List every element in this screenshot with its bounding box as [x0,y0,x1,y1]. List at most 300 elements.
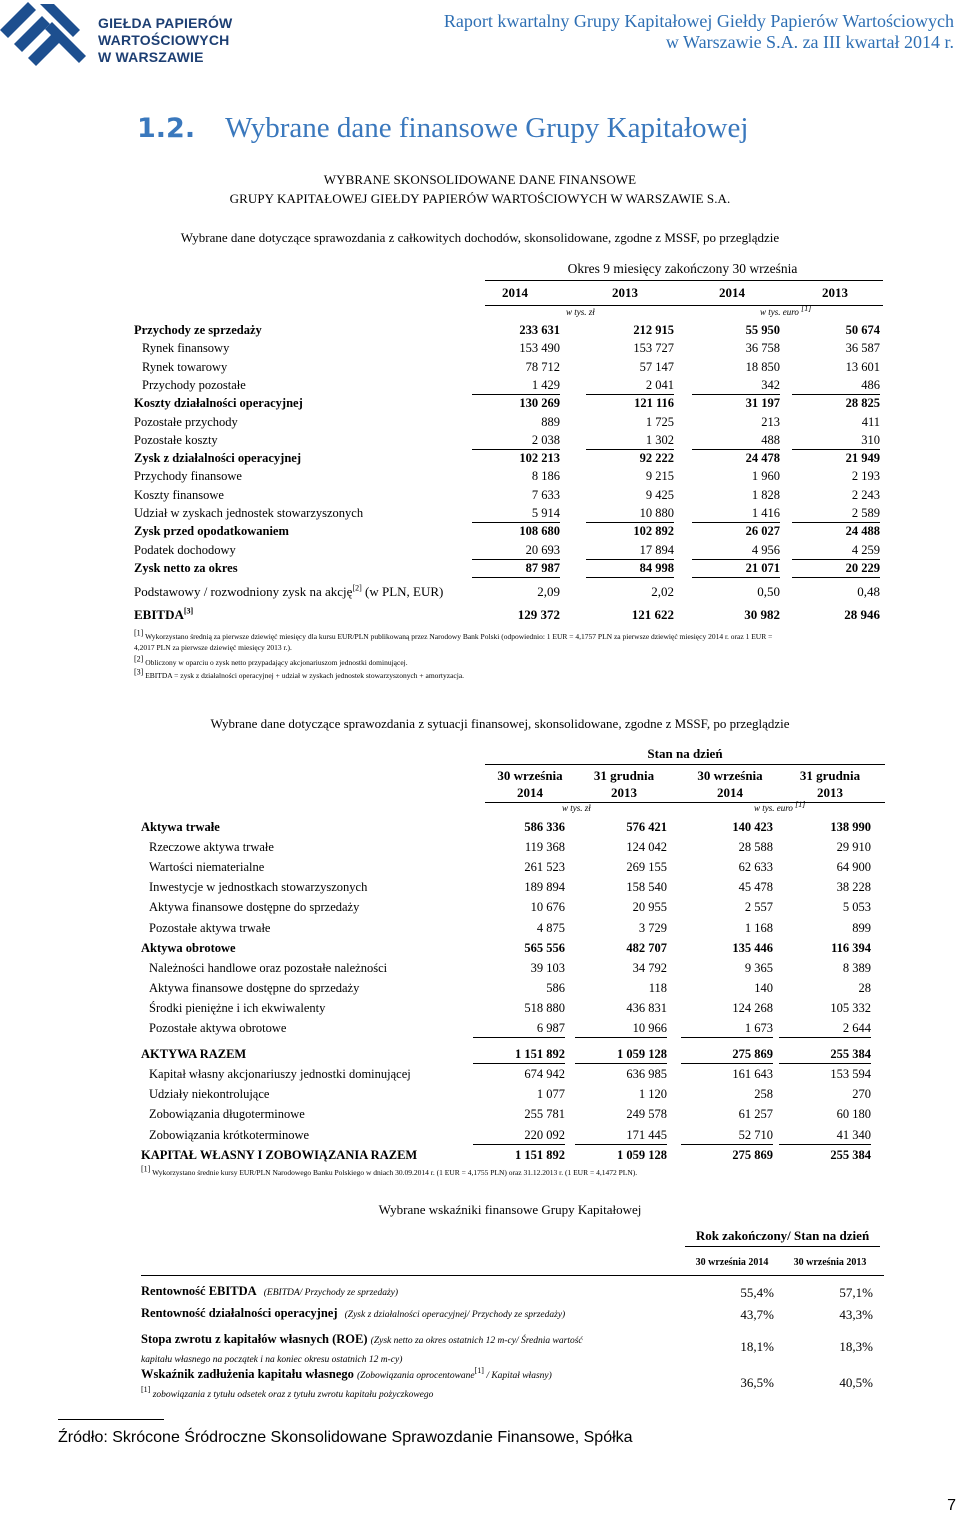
row-label: Udziały niekontrolujące [149,1087,270,1102]
row-label: Pozostałe przychody [134,414,238,429]
row-value: 124 042 [626,840,667,855]
row-value: 2 243 [851,487,880,502]
row-label: Środki pieniężne i ich ekwiwalenty [149,1000,326,1015]
row-value: 1 059 128 [617,1147,667,1162]
ratio-formula-cont: kapitału własnego na początek i na koniec okresu ostatnich 12 m-cy) [141,1355,403,1365]
ebitda-value: 121 622 [631,607,674,622]
row-value: 92 222 [639,451,674,466]
row-value: 135 446 [732,940,773,955]
col-header-line: 2013 [817,785,843,800]
row-value: 78 712 [525,359,560,374]
balance-row [141,898,871,916]
gpw-logo-icon [0,0,90,66]
report-title-line1: Raport kwartalny Grupy Kapitałowej Giełdy Papierów Wartościowych [443,11,954,31]
footnote-ref: [3] [134,667,144,677]
col-header [574,767,674,801]
ratio-name: Stopa zwrotu z kapitałów własnych (ROE) [141,1332,368,1346]
row-value: 50 674 [845,323,880,337]
row-value: 9 215 [645,469,674,484]
row-value: 1 828 [751,487,780,502]
income-row [134,413,880,431]
row-value: 24 488 [845,524,880,539]
row-value: 275 869 [681,1045,773,1064]
col-header-line: 30 września [497,768,563,783]
income-row [134,541,880,559]
unit-eur-text: w tys. euro [760,307,799,317]
row-label: Przychody finansowe [134,469,242,484]
row-value: 2 589 [792,504,880,523]
row-value: 140 423 [732,820,773,834]
row-value: 7 633 [531,487,560,502]
balance-stan-header: Stan na dzień [647,746,723,761]
ratio-value: 43,7% [740,1307,774,1322]
row-value: 3 729 [638,920,667,935]
row-value: 189 894 [524,880,565,895]
row-value: 153 594 [830,1067,871,1082]
row-value: 212 915 [633,323,674,337]
row-label: Aktywa trwałe [141,820,220,834]
row-value: 60 180 [836,1107,871,1122]
col-header-line: 2013 [611,785,637,800]
row-value: 140 [754,980,773,995]
row-value: 9 425 [645,487,674,502]
ratios-cols-rule [141,1275,884,1276]
row-value: 4 259 [792,541,880,560]
row-value: 20 229 [792,559,880,578]
ratio-formula: (Zobowiązania oprocentowane [357,1371,475,1381]
balance-row [141,939,871,957]
balance-row [141,959,871,977]
row-value: 24 478 [745,451,780,466]
page-number: 7 [947,1497,956,1514]
row-value: 116 394 [831,940,871,955]
footnote-ref: [1] [474,1365,484,1375]
col-header-line: 2014 [717,785,743,800]
row-value: 161 643 [732,1067,773,1082]
ratios-header: Rok zakończony/ Stan na dzień [695,1228,870,1243]
year-header: 2014 [719,285,745,300]
row-label: Przychody pozostałe [142,377,246,392]
section-number: 1.2. [137,113,196,144]
ratio-label-line [141,1366,552,1385]
income-table-title: Wybrane dane dotyczące sprawozdania z całkowitych dochodów, skonsolidowane, zgodne z MSSF, po przeglądzie [180,230,780,245]
row-value: 4 956 [692,541,780,560]
income-row [134,467,880,485]
row-value: 55 950 [745,323,780,337]
report-title [334,11,954,53]
row-value: 1 120 [638,1087,667,1102]
unit-pln: w tys. zł [566,307,595,317]
ebitda-value: 28 946 [844,607,880,622]
footnote [134,642,884,653]
row-label: Zysk z działalności operacyjnej [134,451,302,466]
row-value: 41 340 [779,1126,871,1145]
caps-title-line1: WYBRANE SKONSOLIDOWANE DANE FINANSOWE [323,172,637,187]
row-value: 10 676 [530,900,565,915]
row-value: 411 [861,414,880,429]
row-value: 310 [792,431,880,450]
row-value: 153 727 [633,341,674,356]
balance-row [141,818,871,836]
row-value: 62 633 [738,860,773,875]
row-value: 102 892 [633,524,674,539]
row-label: Aktywa finansowe dostępne do sprzedaży [149,900,360,915]
balance-row [141,1085,871,1103]
row-value: 102 213 [519,451,560,466]
income-row [134,394,880,412]
row-value: 2 557 [744,900,773,915]
row-label: Należności handlowe oraz pozostałe należności [149,960,388,975]
row-value: 889 [541,414,560,429]
row-label: Aktywa finansowe dostępne do sprzedaży [149,980,360,995]
year-header: 2013 [822,285,848,300]
ebitda-value: 30 982 [744,607,780,622]
row-value: 138 990 [830,820,871,834]
row-value: 576 421 [626,820,667,834]
row-value: 636 985 [626,1067,667,1082]
row-value: 1 151 892 [473,1045,565,1064]
row-label: Wartości niematerialne [149,860,265,875]
ratio-col-header: 30 września 2014 [695,1257,769,1268]
row-label: Pozostałe aktywa obrotowe [149,1021,287,1035]
row-value: 36 758 [745,341,780,356]
row-value: 488 [692,431,780,450]
income-row [134,522,880,540]
row-value: 258 [754,1087,773,1102]
balance-row [141,919,871,937]
ratios-header-rule [685,1246,880,1247]
row-label: Rynek finansowy [142,341,230,356]
row-value: 26 027 [745,524,780,539]
row-label: Pozostałe koszty [134,432,218,447]
row-value: 2 644 [779,1019,871,1038]
row-value: 261 523 [524,860,565,875]
ratios-title: Wybrane wskaźniki finansowe Grupy Kapitałowej [378,1202,642,1217]
footnote-ref: [1] [795,800,806,809]
footnote-text: Wykorzystano średnią za pierwsze dziewięć miesięcy dla kursu EUR/PLN publikowaną przez Narodowy Bank Polski (odpowiednio: 1 EUR = 4,1757 PLN za pierwsze dziewięć miesięcy 2014 r. oraz 1 EUR = [145,632,773,641]
footnote [134,628,884,642]
eps-value: 0,48 [857,584,880,599]
row-value: 1 960 [751,469,780,484]
row-value: 171 445 [575,1126,667,1145]
row-value: 121 116 [634,396,674,411]
row-value: 565 556 [524,940,565,955]
balance-row [141,858,871,876]
row-value: 118 [648,980,667,995]
row-value: 105 332 [830,1000,871,1015]
ratio-label-line [141,1385,552,1404]
balance-header-rule [485,764,885,765]
row-value: 4 875 [536,920,565,935]
balance-row [141,1146,871,1164]
row-value: 2 193 [851,469,880,484]
row-value: 31 197 [745,396,780,411]
source-note: Źródło: Skrócone Śródroczne Skonsolidowane Sprawozdanie Finansowe, Spółka [58,1429,633,1446]
balance-table-title: Wybrane dane dotyczące sprawozdania z sytuacji finansowej, skonsolidowane, zgodne z MSSF, po przeglądzie [210,716,790,731]
row-value: 220 092 [473,1126,565,1145]
row-label: Kapitał własny akcjonariuszy jednostki dominującej [149,1067,411,1082]
ratio-value: 43,3% [839,1307,873,1322]
col-header-line: 31 grudnia [799,768,861,783]
balance-row [141,838,871,856]
row-value: 64 900 [836,860,871,875]
ebitda-label [134,606,193,624]
income-row [134,321,880,339]
footnote-ref: [2] [134,654,144,664]
footnote [134,667,884,681]
col-header-line: 30 września [697,768,763,783]
row-label: Zysk netto za okres [134,560,238,575]
row-value: 1 416 [692,504,780,523]
row-value: 1 077 [536,1087,565,1102]
balance-row [141,979,871,997]
caps-title [80,170,880,208]
caps-title-line2: GRUPY KAPITAŁOWEJ GIEŁDY PAPIERÓW WARTOŚCIOWYCH W WARSZAWIE S.A. [229,191,731,206]
income-period-header: Okres 9 miesięcy zakończony 30 września [567,261,798,276]
ratio-formula: (EBITDA/ Przychody ze sprzedaży) [263,1288,399,1298]
row-value: 674 942 [524,1067,565,1082]
row-value: 1 168 [744,920,773,935]
income-row [134,504,880,522]
row-value: 57 147 [639,359,674,374]
balance-row [141,878,871,896]
gpw-logo [0,0,90,66]
ebitda-label-text: EBITDA [134,607,184,622]
footnote-ref: [1] [141,1384,151,1394]
row-value: 153 490 [519,341,560,356]
row-label: Rynek towarowy [142,359,228,374]
balance-col-headers [0,767,960,803]
row-label: Inwestycje w jednostkach stowarzyszonych [149,880,368,895]
balance-row [141,1105,871,1123]
row-value: 10 880 [586,504,674,523]
ratio-value: 40,5% [839,1375,873,1390]
row-value: 213 [761,414,780,429]
row-label: Udział w zyskach jednostek stowarzyszonych [134,506,364,520]
row-value: 2 041 [586,376,674,395]
row-value: 28 [858,980,871,995]
row-value: 20 693 [472,541,560,560]
row-value: 269 155 [626,860,667,875]
row-value: 249 578 [626,1107,667,1122]
row-value: 270 [852,1087,871,1102]
row-label: Zobowiązania długoterminowe [149,1107,305,1122]
ratio-label-line [141,1331,583,1350]
row-value: 436 831 [626,1000,667,1015]
footnote-text: EBITDA = zysk z działalności operacyjnej + udział w zyskach jednostek stowarzyszonych + amortyzacja. [145,671,465,680]
row-value: 1 059 128 [575,1045,667,1064]
unit-pln: w tys. zł [562,803,591,813]
row-value: 1 725 [645,414,674,429]
row-value: 13 601 [845,359,880,374]
income-row [134,486,880,504]
balance-row [141,1019,871,1037]
row-value: 108 680 [519,524,560,539]
unit-eur [754,800,806,813]
footnote-ref: [1] [801,304,812,313]
logo-line: W WARSZAWIE [98,49,204,65]
row-value: 1 429 [472,376,560,395]
footnote-ref: [1] [134,628,144,638]
row-value: 84 998 [586,559,674,578]
ebitda-row [134,606,880,624]
unit-eur-text: w tys. euro [754,803,793,813]
row-label: KAPITAŁ WŁASNY I ZOBOWIĄZANIA RAZEM [141,1147,418,1162]
income-year-headers [0,285,960,303]
row-value: 29 910 [836,840,871,855]
row-value: 342 [692,376,780,395]
income-row [134,559,880,577]
col-header-line: 31 grudnia [593,768,655,783]
unit-eur [760,304,812,317]
row-label: Aktywa obrotowe [141,940,236,955]
row-value: 8 389 [842,960,871,975]
row-value: 21 071 [692,559,780,578]
row-value: 255 384 [830,1147,871,1162]
row-value: 255 781 [524,1107,565,1122]
ebitda-value: 129 372 [517,607,560,622]
row-value: 6 987 [473,1019,565,1038]
row-value: 38 228 [836,880,871,895]
footnote-text: Wykorzystano średnie kursy EUR/PLN Narodowego Banku Polskiego w dniach 30.09.2014 r. (1 EUR = 4,1755 PLN) oraz 31.12.2013 r. (1 EUR = 4,1472 PLN). [152,1168,638,1177]
row-value: 45 478 [738,880,773,895]
row-value: 2 038 [472,431,560,450]
row-value: 518 880 [524,1000,565,1015]
row-label: AKTYWA RAZEM [141,1047,247,1062]
row-value: 20 955 [632,900,667,915]
row-value: 34 792 [632,960,667,975]
ratio-name: Rentowność EBITDA [141,1284,257,1298]
row-value: 899 [852,920,871,935]
eps-label-text: Podstawowy / rozwodniony zysk na akcję [134,584,353,599]
row-value: 61 257 [738,1107,773,1122]
ratio-label [141,1284,398,1299]
row-value: 36 587 [845,341,880,356]
footnote-ref: [2] [352,583,362,593]
row-value: 1 151 892 [515,1147,565,1162]
ratio-label [141,1331,583,1369]
ratio-formula: (Zysk netto za okres ostatnich 12 m-cy/ Średnia wartość [370,1336,583,1346]
ratio-value: 18,1% [740,1339,774,1354]
year-header: 2014 [502,285,528,300]
ratio-formula-end: / Kapitał własny) [483,1371,552,1381]
row-value: 119 368 [524,840,565,855]
row-value: 17 894 [586,541,674,560]
row-value: 275 869 [732,1147,773,1162]
logo-line: WARTOŚCIOWYCH [98,32,230,48]
row-value: 9 365 [744,960,773,975]
eps-value: 0,50 [757,584,780,599]
row-value: 482 707 [626,940,667,955]
footnote [134,654,884,668]
row-value: 8 186 [531,469,560,484]
footnote-text: 4,2017 PLN za pierwsze dziewięć miesięcy 2013 r.). [134,643,292,652]
eps-value: 2,09 [537,584,560,599]
col-header-line: 2014 [517,785,543,800]
income-row [134,358,880,376]
row-label: Zysk przed opodatkowaniem [134,524,289,539]
eps-value: 2,02 [651,584,674,599]
balance-row [141,1126,871,1144]
row-value: 130 269 [519,396,560,411]
eps-label [134,583,443,601]
report-title-line2: w Warszawie S.A. za III kwartał 2014 r. [665,32,954,52]
row-value: 124 268 [732,1000,773,1015]
ratio-value: 18,3% [839,1339,873,1354]
income-row [134,339,880,357]
footnote-ref: [3] [183,606,194,616]
row-label: Podatek dochodowy [134,542,236,557]
ratio-value: 55,4% [740,1285,774,1300]
balance-row [141,1045,871,1063]
row-value: 158 540 [626,880,667,895]
ratio-value: 36,5% [740,1375,774,1390]
footnote-ref: [1] [141,1164,151,1174]
row-value: 486 [792,376,880,395]
ratio-value: 57,1% [839,1285,873,1300]
income-row [134,431,880,449]
ratio-formula: (Zysk z działalności operacyjnej/ Przychody ze sprzedaży) [344,1310,566,1320]
col-header [680,767,780,801]
ratio-label [141,1366,552,1404]
logo-line: GIEŁDA PAPIERÓW [98,15,233,31]
year-header: 2013 [612,285,638,300]
income-period-rule [485,280,883,281]
row-value: 586 [546,980,565,995]
row-value: 39 103 [530,960,565,975]
row-value: 28 588 [738,840,773,855]
eps-label-suffix: (w PLN, EUR) [361,584,444,599]
source-separator [58,1419,164,1420]
row-value: 5 053 [842,900,871,915]
row-value: 28 825 [845,396,880,411]
income-row [134,449,880,467]
income-footnotes [134,628,884,681]
row-label: Przychody ze sprzedaży [134,323,262,337]
logo-wordmark [98,15,232,66]
balance-row [141,999,871,1017]
ratio-name: Wskaźnik zadłużenia kapitału własnego [141,1367,354,1381]
balance-cols-rule [485,802,885,803]
income-row [134,376,880,394]
ratio-name: Rentowność działalności operacyjnej [141,1306,338,1320]
row-value: 5 914 [472,504,560,523]
ratio-col-header: 30 września 2013 [793,1257,867,1268]
row-value: 21 949 [845,451,880,466]
ratio-label [141,1306,565,1321]
row-label: Rzeczowe aktywa trwałe [149,840,274,855]
row-value: 255 384 [779,1045,871,1064]
row-value: 1 673 [681,1019,773,1038]
row-label: Zobowiązania krótkoterminowe [149,1127,310,1142]
eps-row [134,583,880,601]
row-label: Pozostałe aktywa trwałe [149,920,271,935]
col-header [780,767,880,801]
row-label: Koszty działalności operacyjnej [134,396,303,411]
row-value: 233 631 [519,323,560,337]
row-value: 52 710 [681,1126,773,1145]
income-year-rule [485,305,883,306]
col-header [480,767,580,801]
row-value: 1 302 [586,431,674,450]
row-label: Koszty finansowe [134,487,224,502]
section-title: Wybrane dane finansowe Grupy Kapitałowej [225,112,749,144]
footnote-text: Obliczony w oparciu o zysk netto przypadający akcjonariuszom jednostki dominującej. [145,658,408,667]
row-value: 87 987 [472,559,560,578]
balance-row [141,1065,871,1083]
row-value: 18 850 [745,359,780,374]
row-value: 586 336 [524,820,565,834]
